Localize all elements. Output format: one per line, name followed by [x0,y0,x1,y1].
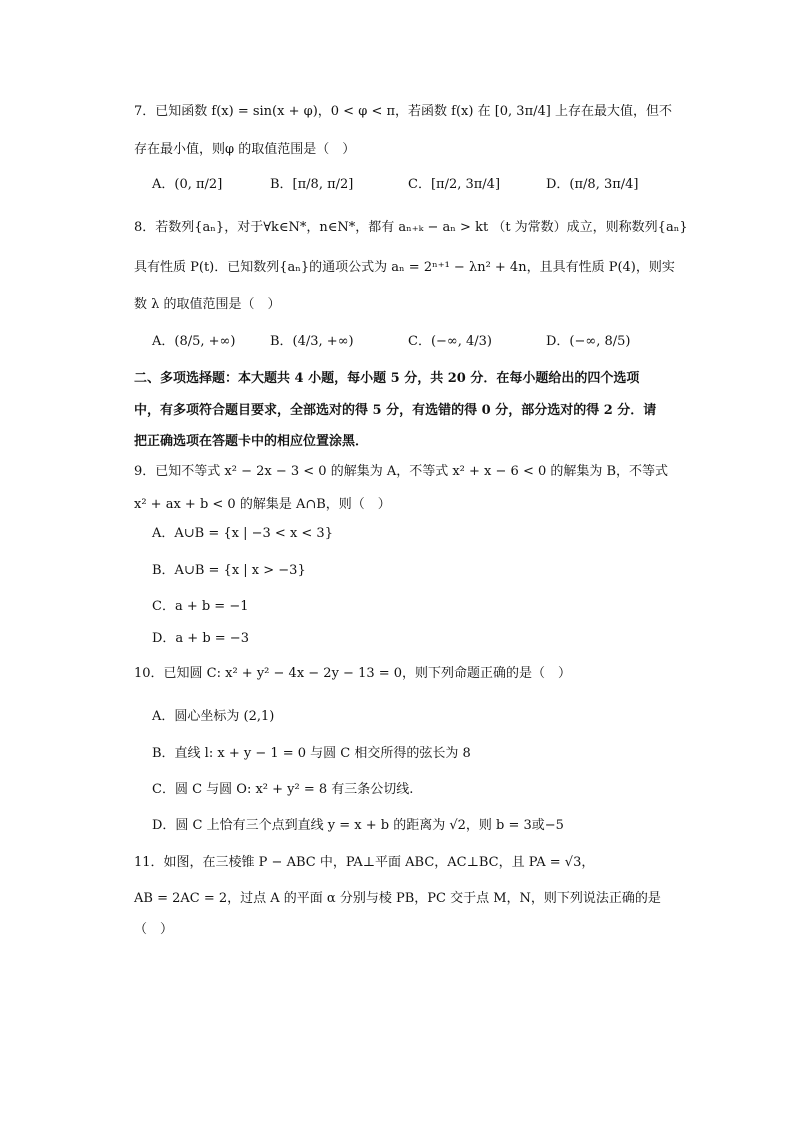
q11-stem-line2: AB = 2AC = 2，过点 A 的平面 α 分别与棱 PB，PC 交于点 M，N，则下列说法正确的是 [134,891,661,906]
q10-stem-line1: 10．已知圆 C: x² + y² − 4x − 2y − 13 = 0，则下列命题正确的是（ ） [134,666,572,681]
q8-stem-line1: 8．若数列{aₙ}，对于∀k∈N*，n∈N*，都有 aₙ₊ₖ − aₙ > kt （t 为常数）成立，则称数列{aₙ} [134,220,688,235]
q9-option-a: A．A∪B = {x | −3 < x < 3} [152,526,333,541]
q8-option-c: C．(−∞, 4/3) [408,334,492,349]
q11-stem-line1: 11．如图，在三棱锥 P − ABC 中，PA⊥平面 ABC，AC⊥BC，且 PA = √3， [134,855,595,870]
q10-option-a: A．圆心坐标为 (2,1) [152,709,275,724]
q8-stem-line2: 具有性质 P(t)．已知数列{aₙ}的通项公式为 aₙ = 2ⁿ⁺¹ − λn² + 4n，且具有性质 P(4)，则实 [134,260,675,275]
q7-stem-line1: 7．已知函数 f(x) = sin(x + φ)，0 < φ < π，若函数 f(x) 在 [0, 3π/4] 上存在最大值，但不 [134,104,672,119]
q8-option-b: B．(4/3, +∞) [270,334,354,349]
q7-option-b: B．[π/8, π/2] [270,177,354,192]
q9-stem-line2: x² + ax + b < 0 的解集是 A∩B，则（ ） [134,497,391,512]
section2-instructions-line1: 二、多项选择题：本大题共 4 小题，每小题 5 分，共 20 分．在每小题给出的四个选项 [134,371,640,386]
q10-option-c: C．圆 C 与圆 O: x² + y² = 8 有三条公切线. [152,782,414,797]
section2-instructions-line3: 把正确选项在答题卡中的相应位置涂黑． [134,434,369,449]
q10-option-d: D．圆 C 上恰有三个点到直线 y = x + b 的距离为 √2，则 b = 3或−5 [152,818,564,833]
q7-option-d: D．(π/8, 3π/4] [546,177,639,192]
section2-instructions-line2: 中，有多项符合题目要求，全部选对的得 5 分，有选错的得 0 分，部分选对的得 2 分．请 [134,403,657,418]
q8-option-a: A．(8/5, +∞) [152,334,236,349]
q9-option-c: C．a + b = −1 [152,599,249,614]
q9-stem-line1: 9．已知不等式 x² − 2x − 3 < 0 的解集为 A，不等式 x² + x − 6 < 0 的解集为 B，不等式 [134,464,669,479]
q7-option-a: A．(0, π/2] [152,177,223,192]
q11-stem-line3: （ ） [134,922,174,937]
q7-stem-line2: 存在最小值，则φ 的取值范围是（ ） [134,142,356,157]
q9-option-b: B．A∪B = {x | x > −3} [152,563,306,578]
q8-options [152,332,672,352]
q7-options [152,175,672,195]
q8-stem-line3: 数 λ 的取值范围是（ ） [134,297,281,312]
q7-option-c: C．[π/2, 3π/4] [408,177,501,192]
q8-option-d: D．(−∞, 8/5) [546,334,631,349]
q10-option-b: B．直线 l: x + y − 1 = 0 与圆 C 相交所得的弦长为 8 [152,746,471,761]
q9-option-d: D．a + b = −3 [152,631,249,646]
